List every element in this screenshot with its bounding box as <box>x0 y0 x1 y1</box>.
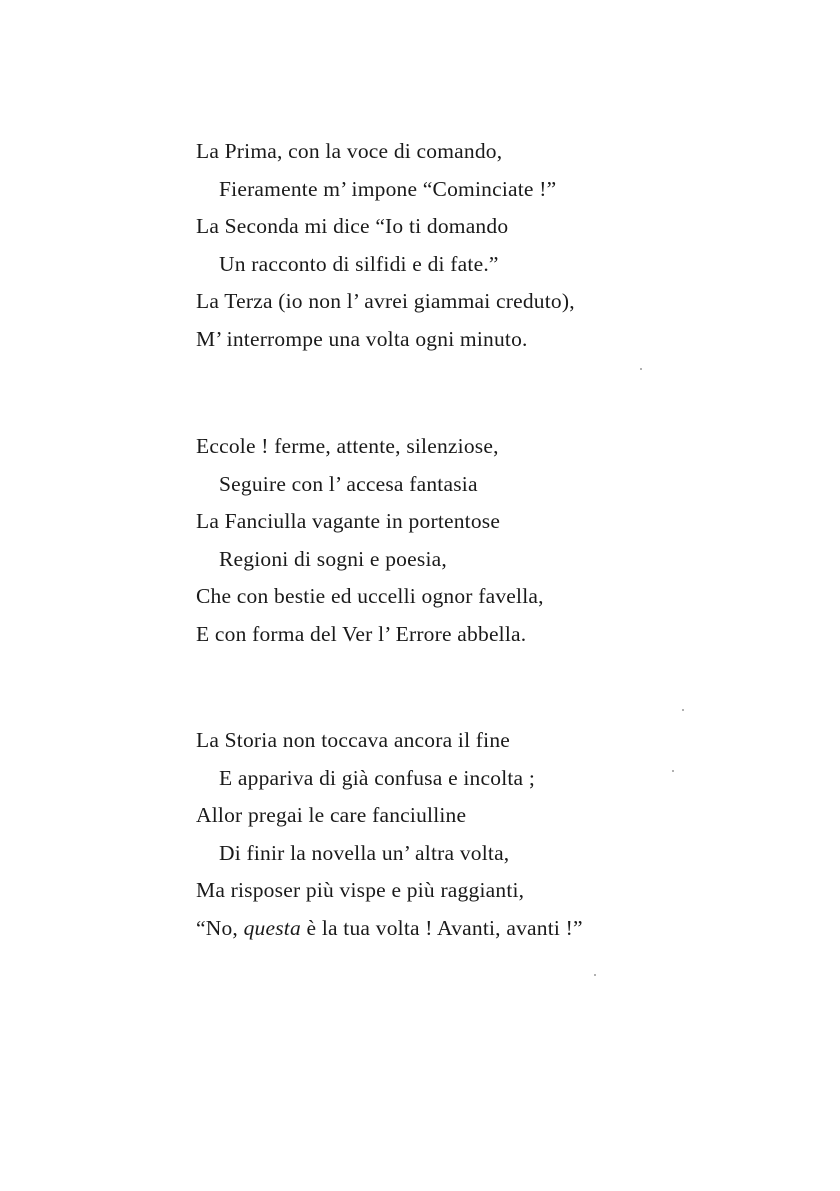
verse-text: “No, <box>196 915 244 940</box>
stanza-1 <box>196 133 796 359</box>
verse-line: Che con bestie ed uccelli ognor favella, <box>196 584 544 609</box>
verse-line: La Storia non toccava ancora il fine <box>196 728 511 752</box>
verse-line: La Fanciulla vagante in portentose <box>196 509 501 534</box>
verse-text: è la tua volta ! Avanti, avanti !” <box>300 915 583 940</box>
verse-line: Fieramente m’ impone “Cominciate !” <box>219 176 557 201</box>
verse-line: Allor pregai le care fanciulline <box>196 803 467 828</box>
stanza-3 <box>196 722 796 948</box>
scan-speck <box>672 770 674 772</box>
verse-line: Ma risposer più vispe e più raggianti, <box>196 878 525 903</box>
verse-line: E con forma del Ver l’ Errore abbella. <box>196 621 527 646</box>
stanza-2 <box>196 428 796 654</box>
verse-line: M’ interrompe una volta ogni minuto. <box>196 326 528 351</box>
verse-line: Un racconto di silfidi e di fate.” <box>219 251 499 276</box>
verse-line <box>196 910 796 948</box>
verse-line: Eccole ! ferme, attente, silenziose, <box>196 434 499 458</box>
verse-line: La Seconda mi dice “Io ti domando <box>196 214 509 239</box>
verse-line: La Terza (io non l’ avrei giammai creduto), <box>196 289 575 314</box>
verse-emphasis: questa <box>243 915 301 940</box>
verse-line: Regioni di sogni e poesia, <box>219 546 447 571</box>
scan-speck <box>594 974 596 976</box>
verse-line: La Prima, con la voce di comando, <box>196 139 503 163</box>
verse-line: E appariva di già confusa e incolta ; <box>219 765 536 790</box>
scan-speck <box>640 368 642 370</box>
verse-line: Di finir la novella un’ altra volta, <box>219 840 510 865</box>
scan-speck <box>682 709 684 711</box>
verse-line: Seguire con l’ accesa fantasia <box>219 471 478 496</box>
